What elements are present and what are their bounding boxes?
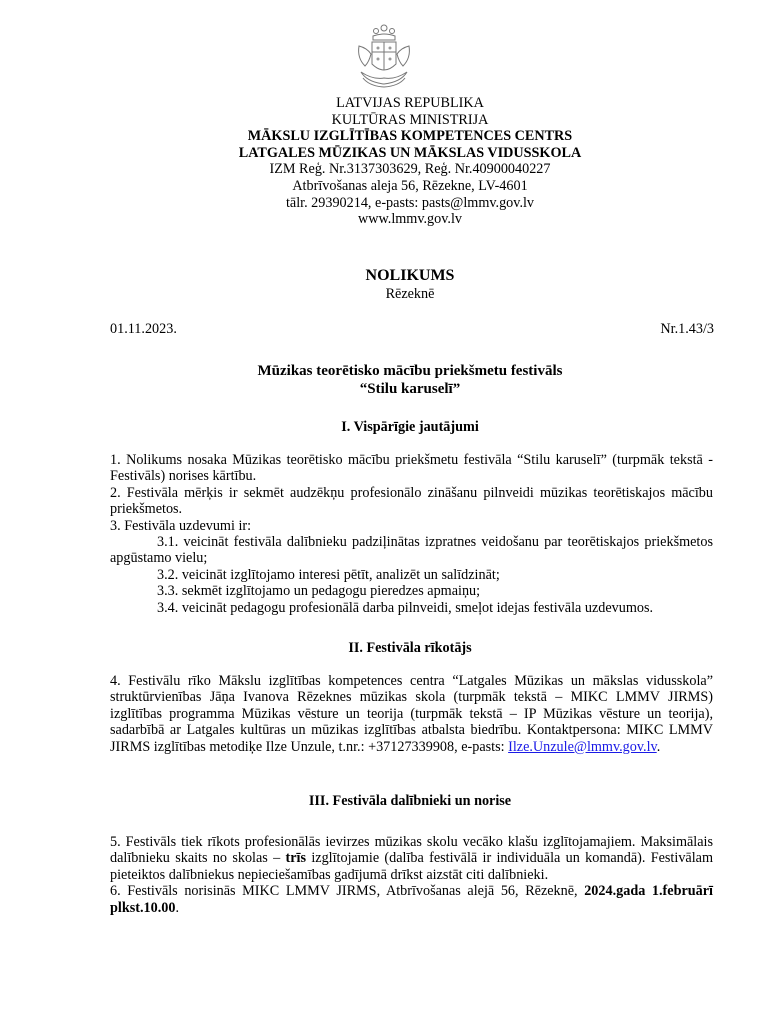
paragraph-3-1: 3.1. veicināt festivāla dalībnieku padziļinātas izpratnes veidošanu par teorētiskajos priekšmetos apgūstamo vielu; (110, 534, 713, 567)
document-title: NOLIKUMS (365, 267, 455, 284)
header-registration: IZM Reģ. Nr.3137303629, Reģ. Nr.40900040227 (269, 161, 551, 178)
paragraph-6-datetime: 2024.gada 1.februārī plkst.10.00 (110, 883, 713, 916)
coat-of-arms-icon (355, 22, 413, 90)
header-website: www.lmmv.gov.lv (357, 211, 463, 228)
header-centre: MĀKSLU IZGLĪTĪBAS KOMPETENCES CENTRS (247, 128, 573, 145)
paragraph-5-text-c: izglītojamie (dalība festivālā ir individuāla un komandā). Festivālam pieteiktos dalībniekus nepieciešamības gadījumā drīkst aizstāt citi dalībnieki. (110, 850, 713, 883)
section-1-body (110, 452, 713, 616)
header-address: Atbrīvošanas aleja 56, Rēzekne, LV-4601 (292, 177, 528, 194)
paragraph-5-text-a: 5. Festivāls tiek rīkots profesionālās ievirzes mūzikas skolu vecāko klašu izglītojamajiem. Maksimālais dalībnieku skaits no skolas – (110, 834, 713, 867)
document-number: Nr.1.43/3 (660, 321, 714, 337)
paragraph-5-emphasis: trīs (285, 850, 307, 867)
festival-title (110, 362, 710, 398)
festival-title-line1: Mūzikas teorētisko mācību priekšmetu festivāls (257, 363, 563, 379)
paragraph-6-end: . (175, 899, 179, 916)
document-date: 01.11.2023. (110, 321, 177, 337)
paragraph-3-4: 3.4. veicināt pedagogu profesionālā darba pilnveidi, smeļot idejas festivāla uzdevumos. (157, 599, 654, 616)
festival-title-line2: “Stilu karuselī” (359, 381, 461, 397)
paragraph-4 (110, 673, 713, 755)
header-country: LATVIJAS REPUBLIKA (336, 95, 484, 111)
section-2-heading: II. Festivāla rīkotājs (348, 640, 472, 656)
paragraph-6-text-a: 6. Festivāls norisinās MIKC LMMV JIRMS, Atbrīvošanas alejā 56, Rēzeknē, (110, 883, 585, 900)
section-3-heading: III. Festivāla dalībnieki un norise (308, 793, 512, 809)
paragraph-3-2: 3.2. veicināt izglītojamo interesi pētīt, analizēt un salīdzināt; (157, 566, 500, 583)
section-1-heading: I. Vispārīgie jautājumi (341, 419, 479, 435)
paragraph-6 (110, 883, 713, 916)
header-school: LATGALES MŪZIKAS UN MĀKSLAS VIDUSSKOLA (238, 144, 582, 161)
paragraph-1: 1. Nolikums nosaka Mūzikas teorētisko mācību priekšmetu festivāla “Stilu karuselī” (turpmāk tekstā - Festivāls) norises kārtību. (110, 452, 713, 485)
date-line (110, 321, 714, 337)
section-3-body (110, 834, 713, 916)
header-ministry: KULTŪRAS MINISTRIJA (331, 111, 489, 128)
contact-email-link[interactable]: Ilze.Unzule@lmmv.gov.lv (508, 738, 657, 755)
header-contacts: tālr. 29390214, e-pasts: pasts@lmmv.gov.lv (285, 194, 535, 211)
document-title-block (110, 266, 710, 302)
paragraph-4-end: . (656, 738, 661, 755)
paragraph-3-3: 3.3. sekmēt izglītojamo un pedagogu pieredzes apmaiņu; (157, 583, 481, 600)
paragraph-2: 2. Festivāla mērķis ir sekmēt audzēkņu profesionālo zināšanu pilnveidi mūzikas teorētiskajos mācību priekšmetos. (110, 484, 713, 518)
paragraph-3: 3. Festivāla uzdevumi ir: (110, 517, 252, 534)
document-place: Rēzeknē (385, 286, 435, 302)
paragraph-4-text: 4. Festivālu rīko Mākslu izglītības kompetences centra “Latgales Mūzikas un mākslas vidusskola” struktūrvienības Jāņa Ivanova Rēzeknes mūzikas skola (turpmāk tekstā – MIKC LMMV JIRMS) izglītības programma Mūzikas vēsture un teorija (turpmāk tekstā – IP Mūzikas vēsture un teorija), sadarbībā ar Latgales kultūras un mūzikas izglītības atbalsta biedrību. Kontaktpersona: MIKC LMMV JIRMS izglītības metodiķe Ilze Unzule, t.nr.: +37127339908, e-pasts: (110, 673, 713, 755)
section-2-body (110, 673, 713, 755)
letterhead (110, 95, 710, 228)
paragraph-5 (110, 834, 713, 883)
